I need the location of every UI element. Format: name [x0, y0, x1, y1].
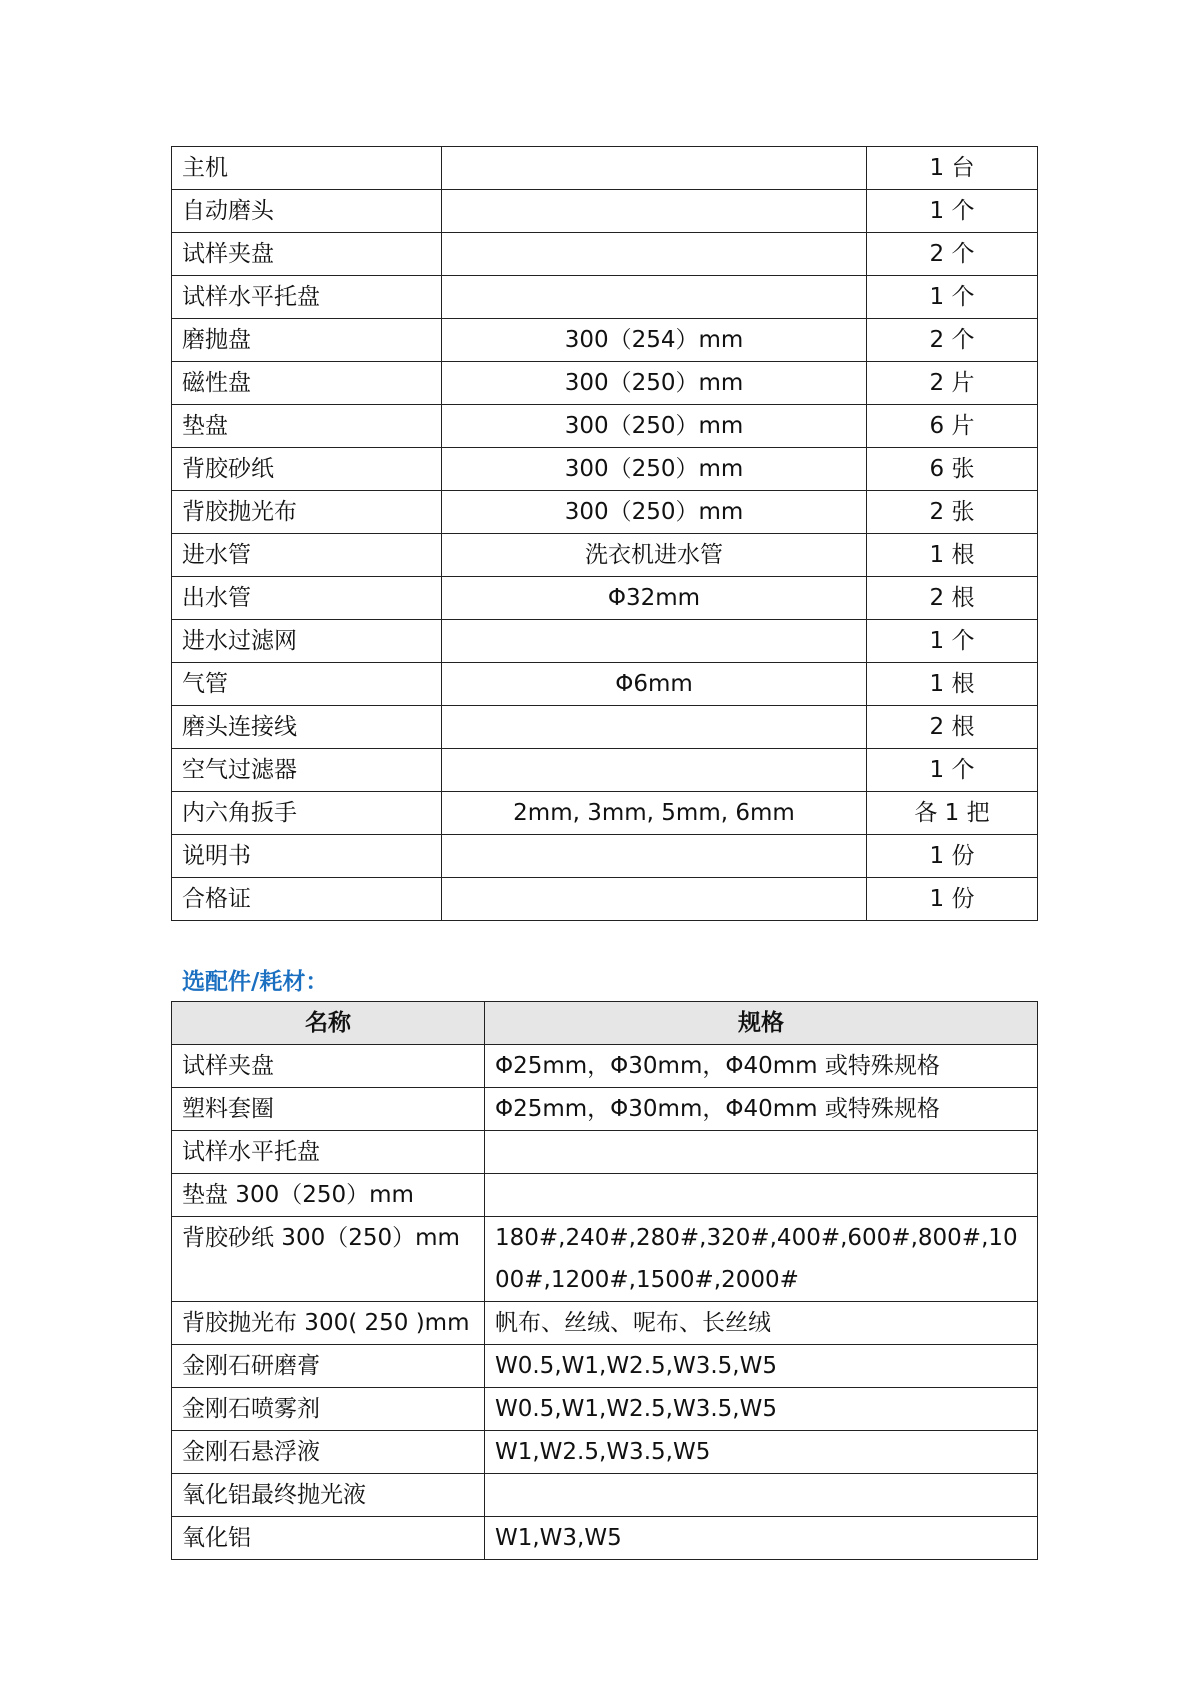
optional-header-row: [172, 1002, 1038, 1045]
item-name: 背胶砂纸: [172, 448, 442, 491]
item-qty: 1 台: [867, 147, 1038, 190]
item-qty: 1 根: [867, 663, 1038, 706]
item-qty: 6 张: [867, 448, 1038, 491]
item-spec: [442, 749, 867, 792]
table-row: [172, 1345, 1038, 1388]
item-qty: 1 根: [867, 534, 1038, 577]
item-qty: 1 份: [867, 835, 1038, 878]
item-spec: [442, 276, 867, 319]
item-name: 磨抛盘: [172, 319, 442, 362]
table-row: [172, 577, 1038, 620]
item-name: 磁性盘: [172, 362, 442, 405]
item-spec: [485, 1131, 1038, 1174]
item-spec: 180#,240#,280#,320#,400#,600#,800#,1000#,1200#,1500#,2000#: [485, 1217, 1038, 1302]
item-spec: 300（250）mm: [442, 405, 867, 448]
table-row: [172, 878, 1038, 921]
table-row: [172, 1474, 1038, 1517]
optional-section-title: 选配件/耗材：: [182, 969, 329, 995]
table-row: [172, 1131, 1038, 1174]
table-row: [172, 792, 1038, 835]
item-spec: W0.5,W1,W2.5,W3.5,W5: [485, 1345, 1038, 1388]
optional-items-table: [171, 1001, 1038, 1560]
item-spec: W0.5,W1,W2.5,W3.5,W5: [485, 1388, 1038, 1431]
standard-items-body: [172, 147, 1038, 921]
item-spec: 300（250）mm: [442, 448, 867, 491]
table-row: [172, 319, 1038, 362]
table-row: [172, 663, 1038, 706]
item-name: 背胶抛光布: [172, 491, 442, 534]
item-name: 背胶抛光布 300( 250 )mm: [172, 1302, 485, 1345]
item-name: 自动磨头: [172, 190, 442, 233]
table-row: [172, 1088, 1038, 1131]
item-qty: 1 份: [867, 878, 1038, 921]
item-name: 空气过滤器: [172, 749, 442, 792]
table-row: [172, 620, 1038, 663]
item-name: 试样水平托盘: [172, 276, 442, 319]
table-row: [172, 835, 1038, 878]
item-qty: 2 片: [867, 362, 1038, 405]
item-spec: 2mm, 3mm, 5mm, 6mm: [442, 792, 867, 835]
item-spec: Φ25mm，Φ30mm，Φ40mm 或特殊规格: [485, 1088, 1038, 1131]
item-spec: 300（254）mm: [442, 319, 867, 362]
item-name: 垫盘 300（250）mm: [172, 1174, 485, 1217]
item-name: 试样夹盘: [172, 1045, 485, 1088]
item-spec: [442, 190, 867, 233]
item-qty: 2 根: [867, 577, 1038, 620]
item-spec: [485, 1174, 1038, 1217]
item-name: 气管: [172, 663, 442, 706]
item-name: 金刚石喷雾剂: [172, 1388, 485, 1431]
item-spec: 洗衣机进水管: [442, 534, 867, 577]
item-name: 主机: [172, 147, 442, 190]
table-row: [172, 534, 1038, 577]
item-spec: Φ32mm: [442, 577, 867, 620]
item-spec: 300（250）mm: [442, 491, 867, 534]
item-name: 出水管: [172, 577, 442, 620]
table-row: [172, 1302, 1038, 1345]
header-spec: 规格: [485, 1002, 1038, 1045]
item-spec: W1,W2.5,W3.5,W5: [485, 1431, 1038, 1474]
table-row: [172, 448, 1038, 491]
item-name: 磨头连接线: [172, 706, 442, 749]
table-row: [172, 276, 1038, 319]
item-name: 进水过滤网: [172, 620, 442, 663]
item-name: 金刚石研磨膏: [172, 1345, 485, 1388]
table-row: [172, 491, 1038, 534]
table-row: [172, 1388, 1038, 1431]
item-name: 塑料套圈: [172, 1088, 485, 1131]
item-name: 金刚石悬浮液: [172, 1431, 485, 1474]
item-spec: [442, 147, 867, 190]
table-row: [172, 749, 1038, 792]
table-row: [172, 1045, 1038, 1088]
item-qty: 6 片: [867, 405, 1038, 448]
item-name: 氧化铝最终抛光液: [172, 1474, 485, 1517]
item-name: 进水管: [172, 534, 442, 577]
table-row: [172, 362, 1038, 405]
item-spec: Φ25mm，Φ30mm，Φ40mm 或特殊规格: [485, 1045, 1038, 1088]
item-name: 合格证: [172, 878, 442, 921]
item-spec: [442, 878, 867, 921]
item-spec: 300（250）mm: [442, 362, 867, 405]
item-qty: 1 个: [867, 749, 1038, 792]
table-row: [172, 1431, 1038, 1474]
item-spec: [442, 706, 867, 749]
table-row: [172, 147, 1038, 190]
item-name: 试样夹盘: [172, 233, 442, 276]
standard-items-table: [171, 146, 1038, 921]
item-name: 说明书: [172, 835, 442, 878]
item-qty: 1 个: [867, 276, 1038, 319]
item-qty: 2 张: [867, 491, 1038, 534]
table-row: [172, 1174, 1038, 1217]
item-spec: Φ6mm: [442, 663, 867, 706]
item-spec: 帆布、丝绒、呢布、长丝绒: [485, 1302, 1038, 1345]
item-name: 氧化铝: [172, 1517, 485, 1560]
table-row: [172, 190, 1038, 233]
item-qty: 2 根: [867, 706, 1038, 749]
item-spec: [442, 835, 867, 878]
header-name: 名称: [172, 1002, 485, 1045]
item-qty: 1 个: [867, 190, 1038, 233]
item-spec: [442, 620, 867, 663]
item-name: 背胶砂纸 300（250）mm: [172, 1217, 485, 1302]
optional-items-body: [172, 1045, 1038, 1560]
item-name: 内六角扳手: [172, 792, 442, 835]
table-row: [172, 706, 1038, 749]
item-qty: 1 个: [867, 620, 1038, 663]
table-row: [172, 233, 1038, 276]
item-spec: [485, 1474, 1038, 1517]
table-row: [172, 1217, 1038, 1302]
item-name: 垫盘: [172, 405, 442, 448]
item-qty: 2 个: [867, 233, 1038, 276]
table-row: [172, 405, 1038, 448]
item-spec: W1,W3,W5: [485, 1517, 1038, 1560]
item-qty: 2 个: [867, 319, 1038, 362]
item-qty: 各 1 把: [867, 792, 1038, 835]
item-name: 试样水平托盘: [172, 1131, 485, 1174]
table-row: [172, 1517, 1038, 1560]
item-spec: [442, 233, 867, 276]
